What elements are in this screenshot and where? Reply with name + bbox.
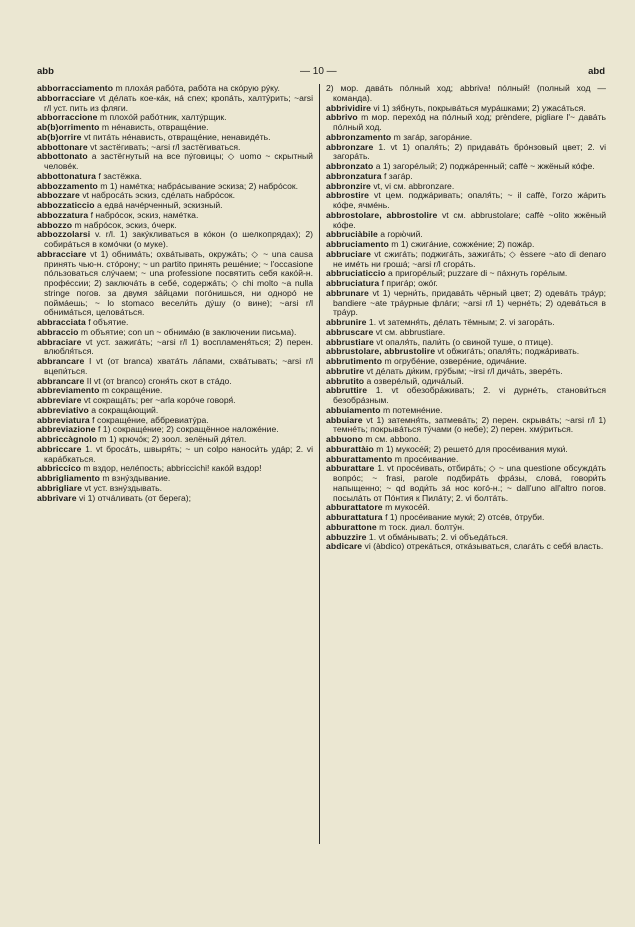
definition: vt обжигáть; опаля́ть; поджáривать. [435, 346, 580, 357]
headword: abbuiare [326, 414, 363, 425]
definition: II vt (от branco) сгоня́ть скот в стáдо. [84, 375, 232, 386]
headword: abborraccione [37, 112, 98, 123]
definition: m 1) сжигáние, сожжéние; 2) пожáр. [388, 239, 535, 249]
dictionary-entry [37, 250, 313, 318]
headword: abbreviativo [37, 404, 89, 415]
headword: abbozzo [37, 219, 73, 230]
headword: abbracciare [37, 248, 87, 259]
definition: vt питáть нéнависть, отвращéние, ненавидéть. [81, 131, 271, 142]
definition: 1. vt просéивать, отбирáть; ◇ ~ una questione обсуждáть вопрóс; ~ frasi, parole подбирáть фрáзы, словá, говори́ть напыщенно; ~ qd води́ть зá нос когó-н.; ~ dall'uno all'altro погов. посылáть от Пóнтия к Пилáту; 2. vi болтáть. [333, 463, 606, 503]
definition: vt уст. взнýздывать. [82, 482, 163, 493]
definition: m сокращéние. [99, 385, 163, 396]
definition: vi 1) отчáливать (от берега); [76, 492, 191, 503]
definition: v. r/l. 1) закýкливаться в кóкон (о шелкопрядах); 2) собирáться в комóчки (о муке). [44, 229, 313, 249]
definition: 1. vt 1) опаля́ть; 2) придавáть брóнзовый цвет; 2. vi загорáть. [333, 141, 606, 162]
definition: vt см. abbrustolare; caffè ~olito жжёный кóфе. [333, 209, 606, 230]
definition: 1. vt бросáть, швыря́ть; ~ un colpo наноси́ть удáр; 2. vi карáбкаться. [44, 443, 313, 464]
headword: abborracciamento [37, 83, 114, 93]
definition: vt дéлать кое-кáк, нá спех; кропáть, халтýрить; ~arsi r/l уст. пить из фляги. [44, 92, 313, 113]
headword: abbrivare [37, 492, 77, 503]
dictionary-entry [326, 542, 606, 552]
definition: f объятие. [85, 317, 129, 327]
headword: abbronzatura [326, 170, 382, 181]
definition: m потемнéние. [380, 404, 443, 415]
definition: 2) мор. давáть пóлный ход; abbriva! пóлный! (полный ход — команда). [326, 83, 606, 103]
definition: m плохóй рабóтник, халтýрщик. [97, 112, 227, 123]
definition: vt 1) черни́ть, придавáть чёрный цвет; 2) одевáть трáур; bandiere ~ate трáурные флáги; ~arsi r/l 1) чернéть; 2) одевáться в трáур. [333, 287, 606, 318]
dictionary-entry [326, 464, 606, 503]
definition: 1. vt затемня́ть, дéлать тёмным; 2. vi загорáть. [366, 317, 555, 327]
headword: abbraccio [37, 326, 79, 337]
definition: vt цем. поджáривать; опаля́ть; ~ il caffè, l'orzo жáрить кóфе, ячмéнь. [333, 190, 606, 210]
headword: abbrutimento [326, 356, 383, 366]
definition: m 1) крючóк; 2) зоол. зелёный дя́тел. [97, 434, 247, 444]
headword: abbrigliare [37, 482, 83, 493]
headword: abbreviare [37, 395, 82, 405]
headword: abbozzatura [37, 209, 89, 220]
headword: abbronzire [326, 180, 371, 191]
dictionary-entry [326, 416, 606, 436]
dictionary-entry [326, 386, 606, 406]
headword: abbrutire [326, 365, 365, 376]
column-divider [319, 84, 320, 844]
definition: vt опаля́ть, пали́ть (о свиной туше, о птице). [373, 336, 554, 347]
left-column [37, 84, 313, 503]
headword: abburattàio [326, 443, 374, 454]
headword: ab(b)orrire [37, 131, 82, 142]
definition: m набрóсок, эскиз, óчерк. [72, 219, 177, 230]
dictionary-entry [37, 494, 313, 504]
definition: a пригорéлый; puzzare di ~ пáхнуть горéлым. [385, 268, 568, 279]
definition: f 1) просéивание муки́; 2) отсéв, óтруби. [382, 512, 545, 522]
headword: ab(b)orrimento [37, 122, 100, 132]
headword: abbrancare [37, 375, 85, 386]
dictionary-entry [326, 191, 606, 211]
headword: abbriccare [37, 443, 82, 454]
definition: a озверéлый, одичáлый. [364, 375, 464, 386]
definition: a застёгнутый на все пýговицы; ◇ uomo ~ скрытный человéк. [44, 151, 313, 171]
definition: m плохáя рабóта, рабóта на скóрую рýку. [113, 83, 280, 93]
guide-word-right: abd [588, 66, 605, 77]
headword: abbrancare [37, 356, 85, 366]
definition: m см. abbono. [362, 434, 421, 444]
headword: abbuiamento [326, 404, 381, 415]
dictionary-entry [37, 94, 313, 114]
definition: m загáр, загорáние. [391, 131, 473, 142]
headword: abbreviazione [37, 424, 96, 435]
definition: vi (àbdico) отрекáться, откáзываться, слагáть с себя́ власть. [362, 541, 604, 552]
definition: vt 1) затемня́ть, затмевáть; 2) перен. скрывáть; ~arsi r/l 1) темнéть; покрывáться тýчами (о небе); 2) перен. хмýриться. [333, 414, 606, 435]
headword: abbrunare [326, 287, 369, 298]
headword: abbrividire [326, 102, 372, 113]
dictionary-entry [326, 289, 606, 318]
dictionary-entry [326, 211, 606, 231]
headword: abbrostolare, abbrostolire [326, 209, 438, 220]
headword: abbriccàgnolo [37, 434, 98, 444]
headword: abbreviamento [37, 385, 100, 396]
dictionary-entry [37, 338, 313, 358]
definition: 1. vt обезобрáживать; 2. vi дурнéть, станови́ться безобрáзным. [333, 385, 606, 405]
headword: abdicare [326, 541, 363, 552]
page-number: — 10 — [300, 66, 337, 77]
definition: vt, vi см. abbronzare. [370, 180, 455, 191]
definition: a 1) загорéлый; 2) поджáренный; caffè ~ жжёный кóфе. [373, 161, 595, 171]
dictionary-entry [37, 445, 313, 465]
headword: abbrunire [326, 317, 367, 327]
dictionary-entry [326, 143, 606, 163]
definition: vt сокращáть; per ~arla корóче говоря́. [81, 395, 236, 405]
definition: m объятие; con un ~ обнимáю (в заключении письма). [78, 326, 297, 337]
headword: abbrutito [326, 375, 365, 386]
definition: f 1) сокращéние; 2) сокращённое наложéние. [95, 424, 279, 435]
headword: abbruciaticcio [326, 268, 386, 279]
headword: abbruciare [326, 248, 371, 259]
definition: vt см. abbrustiare. [373, 326, 446, 337]
dictionary-entry [37, 152, 313, 172]
definition: f загáр. [381, 170, 413, 181]
definition: m огрубéние, озверéние, одичáние. [382, 356, 527, 366]
definition: vt уст. зажигáть; ~arsi r/l 1) воспламеня́ться; 2) перен. влюбля́ться. [44, 336, 313, 357]
headword: abbruttire [326, 385, 368, 396]
headword: abbozzaticcio [37, 200, 95, 210]
headword: abbrustolare, abbrustolire [326, 346, 436, 357]
guide-word-left: abb [37, 66, 54, 77]
headword: abbronzamento [326, 131, 392, 142]
headword: abburattamento [326, 453, 393, 464]
definition: a сокращáющий. [88, 404, 159, 415]
dictionary-entry [326, 84, 606, 104]
definition: m мукосéй. [382, 502, 430, 513]
headword: abborracciare [37, 92, 96, 103]
dictionary-entry [326, 113, 606, 133]
headword: abburattone [326, 521, 377, 532]
headword: abburattare [326, 463, 375, 474]
definition: vt сжигáть; поджигáть, зажигáть; ◇ èssere ~ato di denaro не имéть ни грошá; ~arsi r/l сгорáть. [333, 248, 606, 269]
dictionary-entry [37, 230, 313, 250]
definition: f застёжка. [96, 170, 142, 181]
definition: m мор. перехóд на пóлный ход; prèndere, pigliare l'~ давáть пóлный ход. [333, 112, 606, 132]
definition: m вздор, нелéпость; abbriccichi! какóй вздор! [81, 463, 262, 474]
headword: abbozzamento [37, 180, 98, 191]
headword: abbuzzire [326, 531, 367, 542]
dictionary-entry [326, 250, 606, 270]
definition: f пригáр; ожóг. [379, 278, 438, 288]
headword: abbruciàbile [326, 229, 378, 240]
headword: abbottonato [37, 151, 88, 162]
definition: a горю́чий. [377, 229, 423, 240]
headword: abbozzare [37, 190, 80, 201]
headword: abbreviatura [37, 414, 90, 425]
headword: abbrustiare [326, 336, 374, 347]
headword: abbrigliamento [37, 473, 100, 483]
headword: abbronzato [326, 161, 374, 171]
headword: abburattatura [326, 512, 383, 522]
headword: abbruciamento [326, 239, 389, 249]
definition: m взнýздывание. [100, 473, 171, 483]
headword: abbronzare [326, 141, 374, 152]
dictionary-entry [37, 357, 313, 377]
headword: abbriccico [37, 463, 81, 474]
definition: vt набросáть эскиз, сдéлать набрóсок. [79, 190, 236, 201]
definition: I vt (от branca) хватáть лáпами, схвáтывать; ~arsi r/l вцепи́ться. [44, 356, 313, 376]
headword: abbottonatura [37, 170, 97, 181]
headword: abbrostire [326, 190, 370, 201]
headword: abbozzolarsi [37, 229, 91, 240]
definition: m 1) намéтка; набрáсывание эскиза; 2) набрóсок. [97, 180, 299, 191]
headword: abbuono [326, 434, 363, 444]
headword: abbruciatura [326, 278, 380, 288]
headword: abbruscare [326, 326, 374, 337]
headword: abbraciare [37, 336, 82, 347]
definition: a едвá начéрченный, эскизный. [94, 200, 223, 210]
definition: vt застёгивать; ~arsi r/l застёгиваться. [87, 141, 241, 152]
headword: abbrivo [326, 112, 358, 123]
definition: 1. vt обмáнывать; 2. vi объедáться. [366, 531, 509, 542]
definition: f сокращéние, аббревиатýра. [89, 414, 209, 425]
definition: m нéнависть, отвращéние. [99, 122, 209, 132]
definition: m 1) мукосéй; 2) решетó для просéивания муки́. [373, 443, 568, 454]
headword: abbracciata [37, 317, 86, 327]
definition: vt 1) обнимáть; охвáтывать, окружáть; ◇ ~ una causa принять чью-н. стóрону; ~ un partito принять решéние; ~ l'occasione пóльзоваться слýчаем; ~ una professione посвятить себя какóй-н. профéссии; 2) заключáть в себé, содержáть; ◇ chi molto ~a nulla stringe погов. за двумя зáйцами погóнишься, ни однорó не поймáешь; ~ lo stomaco весели́ть дýшу (о вине); ~arsi r/l обнимáться, целовáться. [44, 248, 313, 318]
definition: vi 1) зя́бнуть, покрывáться мурáшками; 2) ужасáться. [371, 102, 586, 113]
definition: m тоск. диал. болтýн. [376, 521, 465, 532]
headword: abburattatore [326, 502, 383, 513]
definition: f набрóсок, эскиз, намéтка. [88, 209, 199, 220]
definition: vt дéлать ди́ким, грýбым; ~irsi r/l дичáть, зверéть. [364, 365, 563, 376]
right-column [326, 84, 606, 552]
headword: abbottonare [37, 141, 88, 152]
definition: m просéивание. [392, 453, 459, 464]
